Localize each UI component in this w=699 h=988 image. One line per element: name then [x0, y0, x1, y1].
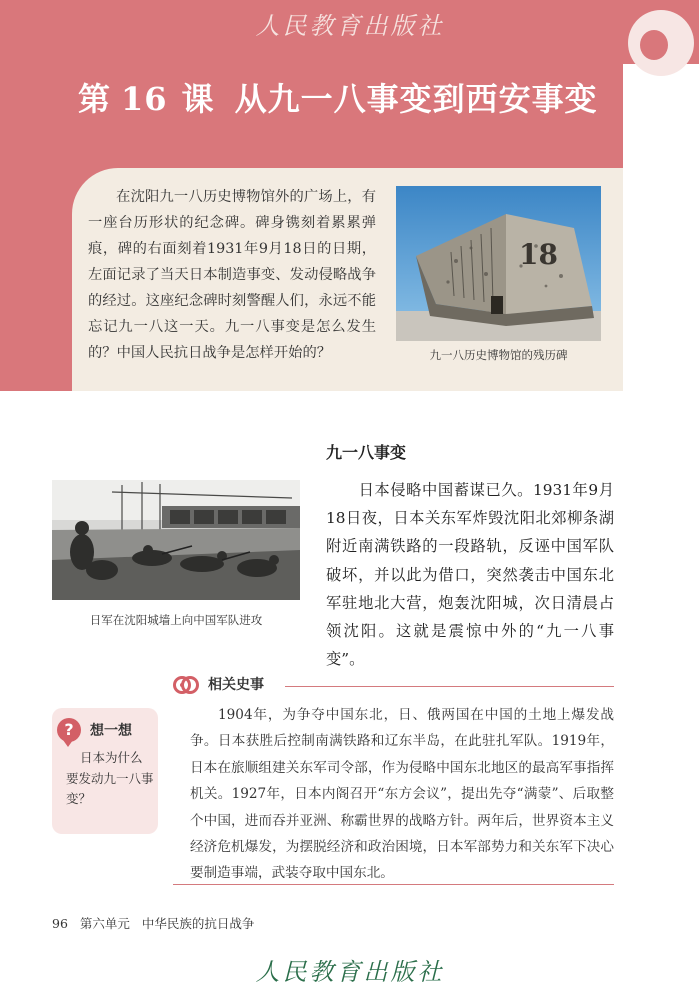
monument-photo — [396, 186, 601, 341]
lesson-suffix: 课 — [181, 80, 215, 118]
publisher-logo-top: 人民教育出版社 — [255, 12, 445, 40]
lesson-prefix: 第 — [78, 80, 112, 118]
page-number: 96 — [52, 916, 68, 931]
monument-date-number: 18 — [519, 238, 558, 271]
publisher-logo-bottom: 人民教育出版社 — [255, 958, 445, 986]
section-paragraph — [326, 476, 614, 673]
related-history-icon — [173, 672, 199, 698]
section-heading: 九一八事变 — [326, 443, 407, 462]
soldiers-illustration — [52, 480, 300, 600]
historical-photo — [52, 480, 300, 600]
lesson-title — [78, 74, 598, 120]
section-text: 日本侵略中国蓄谋已久。1931年9月18日夜，日本关东军炸毁沈阳北郊柳条湖附近南满铁路的一段路轨，反诬中国军队破坏，并以此为借口，突然袭击中国东北军驻地北大营，炮轰沈阳城，次日清晨占领沈阳。这就是震惊中外的“九一八事变”。 — [326, 481, 614, 669]
page-footer — [52, 914, 266, 932]
monument-illustration — [396, 186, 601, 341]
corner-circle-notch — [640, 30, 668, 60]
think-title: 想一想 — [90, 723, 132, 739]
unit-label: 第六单元 — [79, 916, 130, 931]
think-text: 日本为什么要发动九一八事变？ — [66, 750, 154, 806]
related-history-text: 1904年，为争夺中国东北，日、俄两国在中国的土地上爆发战争。日本获胜后控制南满铁路和辽东半岛，在此驻扎军队。1919年，日本在旅顺组建关东军司令部，作为侵略中国东北地区的最高军事指挥机关。1927年，日本内阁召开“东方会议”，提出先夺“满蒙”、后取整个中国，进而吞并亚洲、称霸世界的战略方针。两年后，世界资本主义经济危机爆发，为摆脱经济和政治困境，日本军部势力和关东军下决心要制造事端，武装夺取中国东北。 — [190, 707, 614, 882]
intro-paragraph — [88, 184, 376, 366]
lesson-number: 16 — [121, 80, 168, 118]
related-divider-top — [285, 686, 614, 687]
question-bubble-icon: ? — [57, 718, 81, 742]
lesson-name: 从九一八事变到西安事变 — [234, 80, 598, 118]
related-history-paragraph — [190, 702, 614, 887]
related-history-title: 相关史事 — [208, 677, 264, 693]
unit-title: 中华民族的抗日战争 — [141, 916, 255, 931]
related-divider-bottom — [173, 884, 614, 885]
intro-text: 在沈阳九一八历史博物馆外的广场上，有一座台历形状的纪念碑。碑身镌刻着累累弹痕，碑的右面刻着1931年9月18日的日期，左面记录了当天日本制造事变、发动侵略战争的经过。这座纪念碑时刻警醒人们，永远不能忘记九一八这一天。九一八事变是怎么发生的？中国人民抗日战争是怎样开始的？ — [88, 189, 376, 361]
historical-photo-caption: 日军在沈阳城墙上向中国军队进攻 — [89, 613, 263, 627]
monument-caption: 九一八历史博物馆的残历碑 — [429, 348, 568, 362]
think-question — [66, 748, 154, 810]
